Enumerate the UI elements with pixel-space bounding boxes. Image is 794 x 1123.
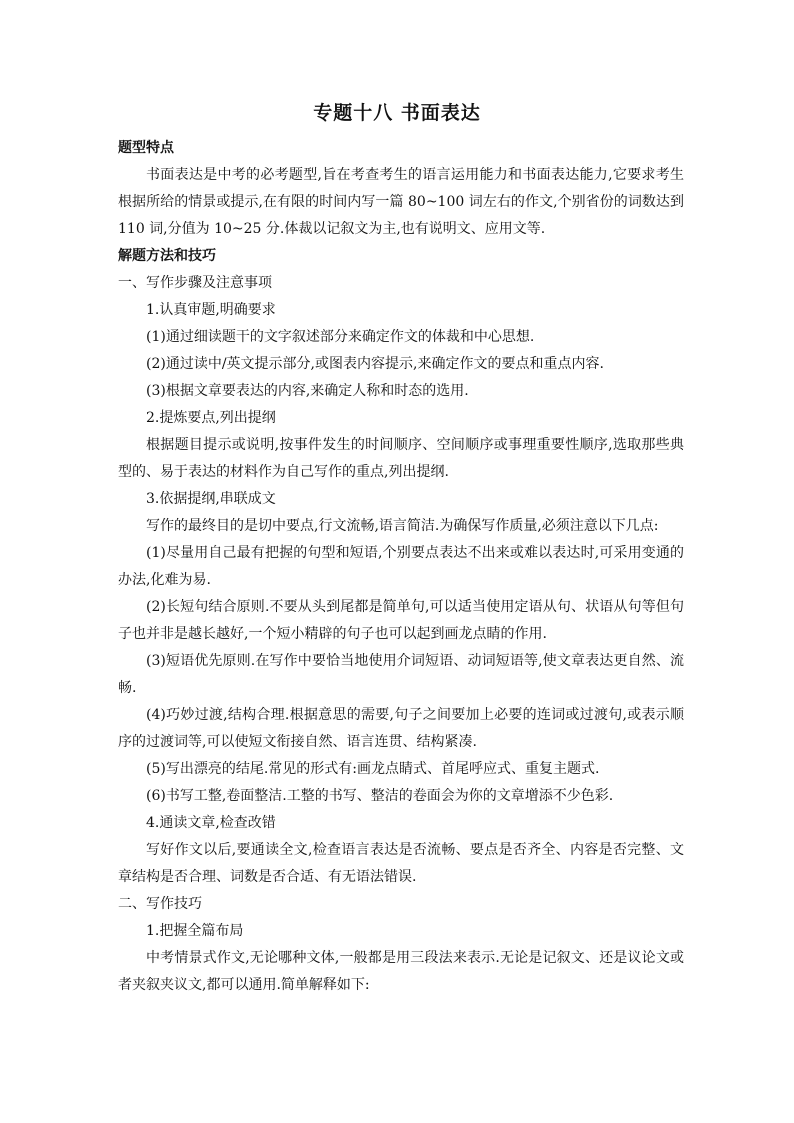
section-heading-methods: 解题方法和技巧 [118,248,216,264]
list-item: (1)通过细读题干的文字叙述部分来确定作文的体裁和中心思想. [146,329,535,345]
step-title-3: 3.依据提纲,串联成文 [146,491,276,507]
step-title-1: 1.认真审题,明确要求 [146,302,276,318]
list-item: (3)短语优先原则.在写作中要恰当地使用介词短语、动词短语等,使文章表达更自然、流畅. [118,653,684,696]
paragraph-features: 书面表达是中考的必考题型,旨在考查考生的语言运用能力和书面表达能力,它要求考生根据所给的情景或提示,在有限的时间内写一篇 80~100 词左右的作文,个别省份的词数达到 110 词,分值为 10~25 分.体裁以记叙文为主,也有说明文、应用文等. [118,167,684,237]
page-title: 专题十八 书面表达 [313,102,481,124]
paragraph-layout: 中考情景式作文,无论哪种文体,一般都是用三段法来表示.无论是记叙文、还是议论文或者夹叙夹议文,都可以通用.简单解释如下: [118,950,684,993]
paragraph-check: 写好作文以后,要通读全文,检查语言表达是否流畅、要点是否齐全、内容是否完整、文章结构是否合理、词数是否合适、有无语法错误. [118,842,684,885]
subheading-writing-steps: 一、写作步骤及注意事项 [118,275,272,291]
list-item: (2)长短句结合原则.不要从头到尾都是简单句,可以适当使用定语从句、状语从句等但句子也并非是越长越好,一个短小精辟的句子也可以起到画龙点睛的作用. [118,599,684,642]
paragraph-intro: 写作的最终目的是切中要点,行文流畅,语言简洁.为确保写作质量,必须注意以下几点: [146,518,659,534]
step-title-layout: 1.把握全篇布局 [146,923,244,939]
list-item: (1)尽量用自己最有把握的句型和短语,个别要点表达不出来或难以表达时,可采用变通的办法,化难为易. [118,545,684,588]
section-heading-features: 题型特点 [118,140,174,156]
step-title-2: 2.提炼要点,列出提纲 [146,410,276,426]
list-item: (4)巧妙过渡,结构合理.根据意思的需要,句子之间要加上必要的连词或过渡句,或表示顺序的过渡词等,可以使短文衔接自然、语言连贯、结构紧凑. [118,707,684,750]
list-item: (2)通过读中/英文提示部分,或图表内容提示,来确定作文的要点和重点内容. [146,356,604,372]
paragraph-outline: 根据题目提示或说明,按事件发生的时间顺序、空间顺序或事理重要性顺序,选取那些典型的、易于表达的材料作为自己写作的重点,列出提纲. [118,437,684,480]
step-title-4: 4.通读文章,检查改错 [146,815,276,831]
document-body [118,135,684,999]
subheading-writing-skills: 二、写作技巧 [118,896,202,912]
list-item: (3)根据文章要表达的内容,来确定人称和时态的选用. [146,383,469,399]
list-item: (5)写出漂亮的结尾.常见的形式有:画龙点睛式、首尾呼应式、重复主题式. [146,761,600,777]
list-item: (6)书写工整,卷面整洁.工整的书写、整洁的卷面会为你的文章增添不少色彩. [146,788,614,804]
